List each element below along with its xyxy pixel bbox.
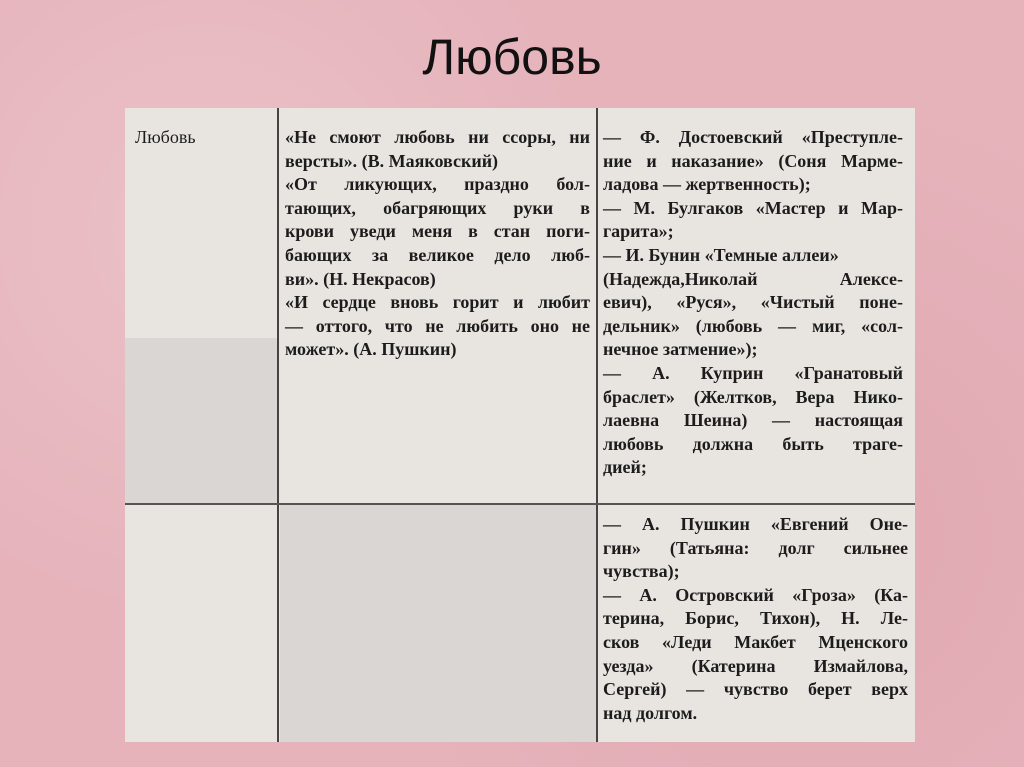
text-line: «От ликующих, праздно бол- (285, 174, 590, 195)
text-line: чувства); (603, 561, 680, 582)
theme-cell: Любовь (135, 127, 196, 147)
text-line: Сергей) — чувство берет верх (603, 679, 908, 700)
row-divider (125, 503, 915, 505)
text-line: бающих за великое дело люб- (285, 244, 590, 265)
text-line: терина, Борис, Тихон), Н. Ле- (603, 608, 908, 629)
text-line: гин» (Татьяна: долг сильнее (603, 537, 908, 558)
text-line: «И сердце вновь горит и любит (285, 292, 590, 313)
text-line: — оттого, что не любить оно не (285, 315, 590, 336)
text-line: может». (А. Пушкин) (285, 339, 457, 360)
text-line: версты». (В. Маяковский) (285, 150, 499, 171)
column-divider (596, 108, 598, 742)
text-line: евич), «Руся», «Чистый поне- (603, 292, 903, 313)
scan-shade (125, 338, 278, 503)
text-line: — Ф. Достоевский «Преступле- (603, 127, 903, 147)
scanned-table (125, 108, 915, 742)
text-line: ладова — жертвенность); (603, 174, 811, 195)
text-line: дией; (603, 457, 647, 478)
text-line: браслет» (Желтков, Вера Нико- (603, 386, 903, 407)
text-line: лаевна Шеина) — настоящая (603, 410, 903, 431)
text-line: уезда» (Катерина Измайлова, (603, 655, 908, 676)
text-line: ви». (Н. Некрасов) (285, 268, 436, 289)
text-line: — А. Куприн «Гранатовый (603, 362, 903, 383)
text-line: нечное затмение»); (603, 339, 758, 360)
text-line: «Не смоют любовь ни ссоры, ни (285, 127, 590, 147)
text-line: — А. Островский «Гроза» (Ка- (603, 584, 908, 605)
text-line: сков «Леди Макбет Мценского (603, 631, 908, 652)
text-line: тающих, обагряющих руки в (285, 197, 590, 218)
scan-shade (280, 505, 597, 742)
text-line: дельник» (любовь — миг, «сол- (603, 315, 903, 336)
quotes-cell (285, 126, 590, 362)
column-divider (277, 108, 279, 742)
text-line: любовь должна быть траге- (603, 433, 903, 454)
text-line: гарита»; (603, 221, 674, 242)
text-line: (Надежда,Николай Алексе- (603, 268, 903, 289)
text-line: — М. Булгаков «Мастер и Мар- (603, 197, 903, 218)
works-cell (603, 126, 903, 480)
text-line: ние и наказание» (Соня Марме- (603, 150, 903, 171)
text-line: — А. Пушкин «Евгений Оне- (603, 514, 908, 534)
works-cell-lower (603, 513, 908, 725)
text-line: крови уведи меня в стан поги- (285, 221, 590, 242)
text-line: над долгом. (603, 702, 698, 723)
text-line: — И. Бунин «Темные аллеи» (603, 244, 839, 265)
slide-title: Любовь (422, 29, 602, 85)
